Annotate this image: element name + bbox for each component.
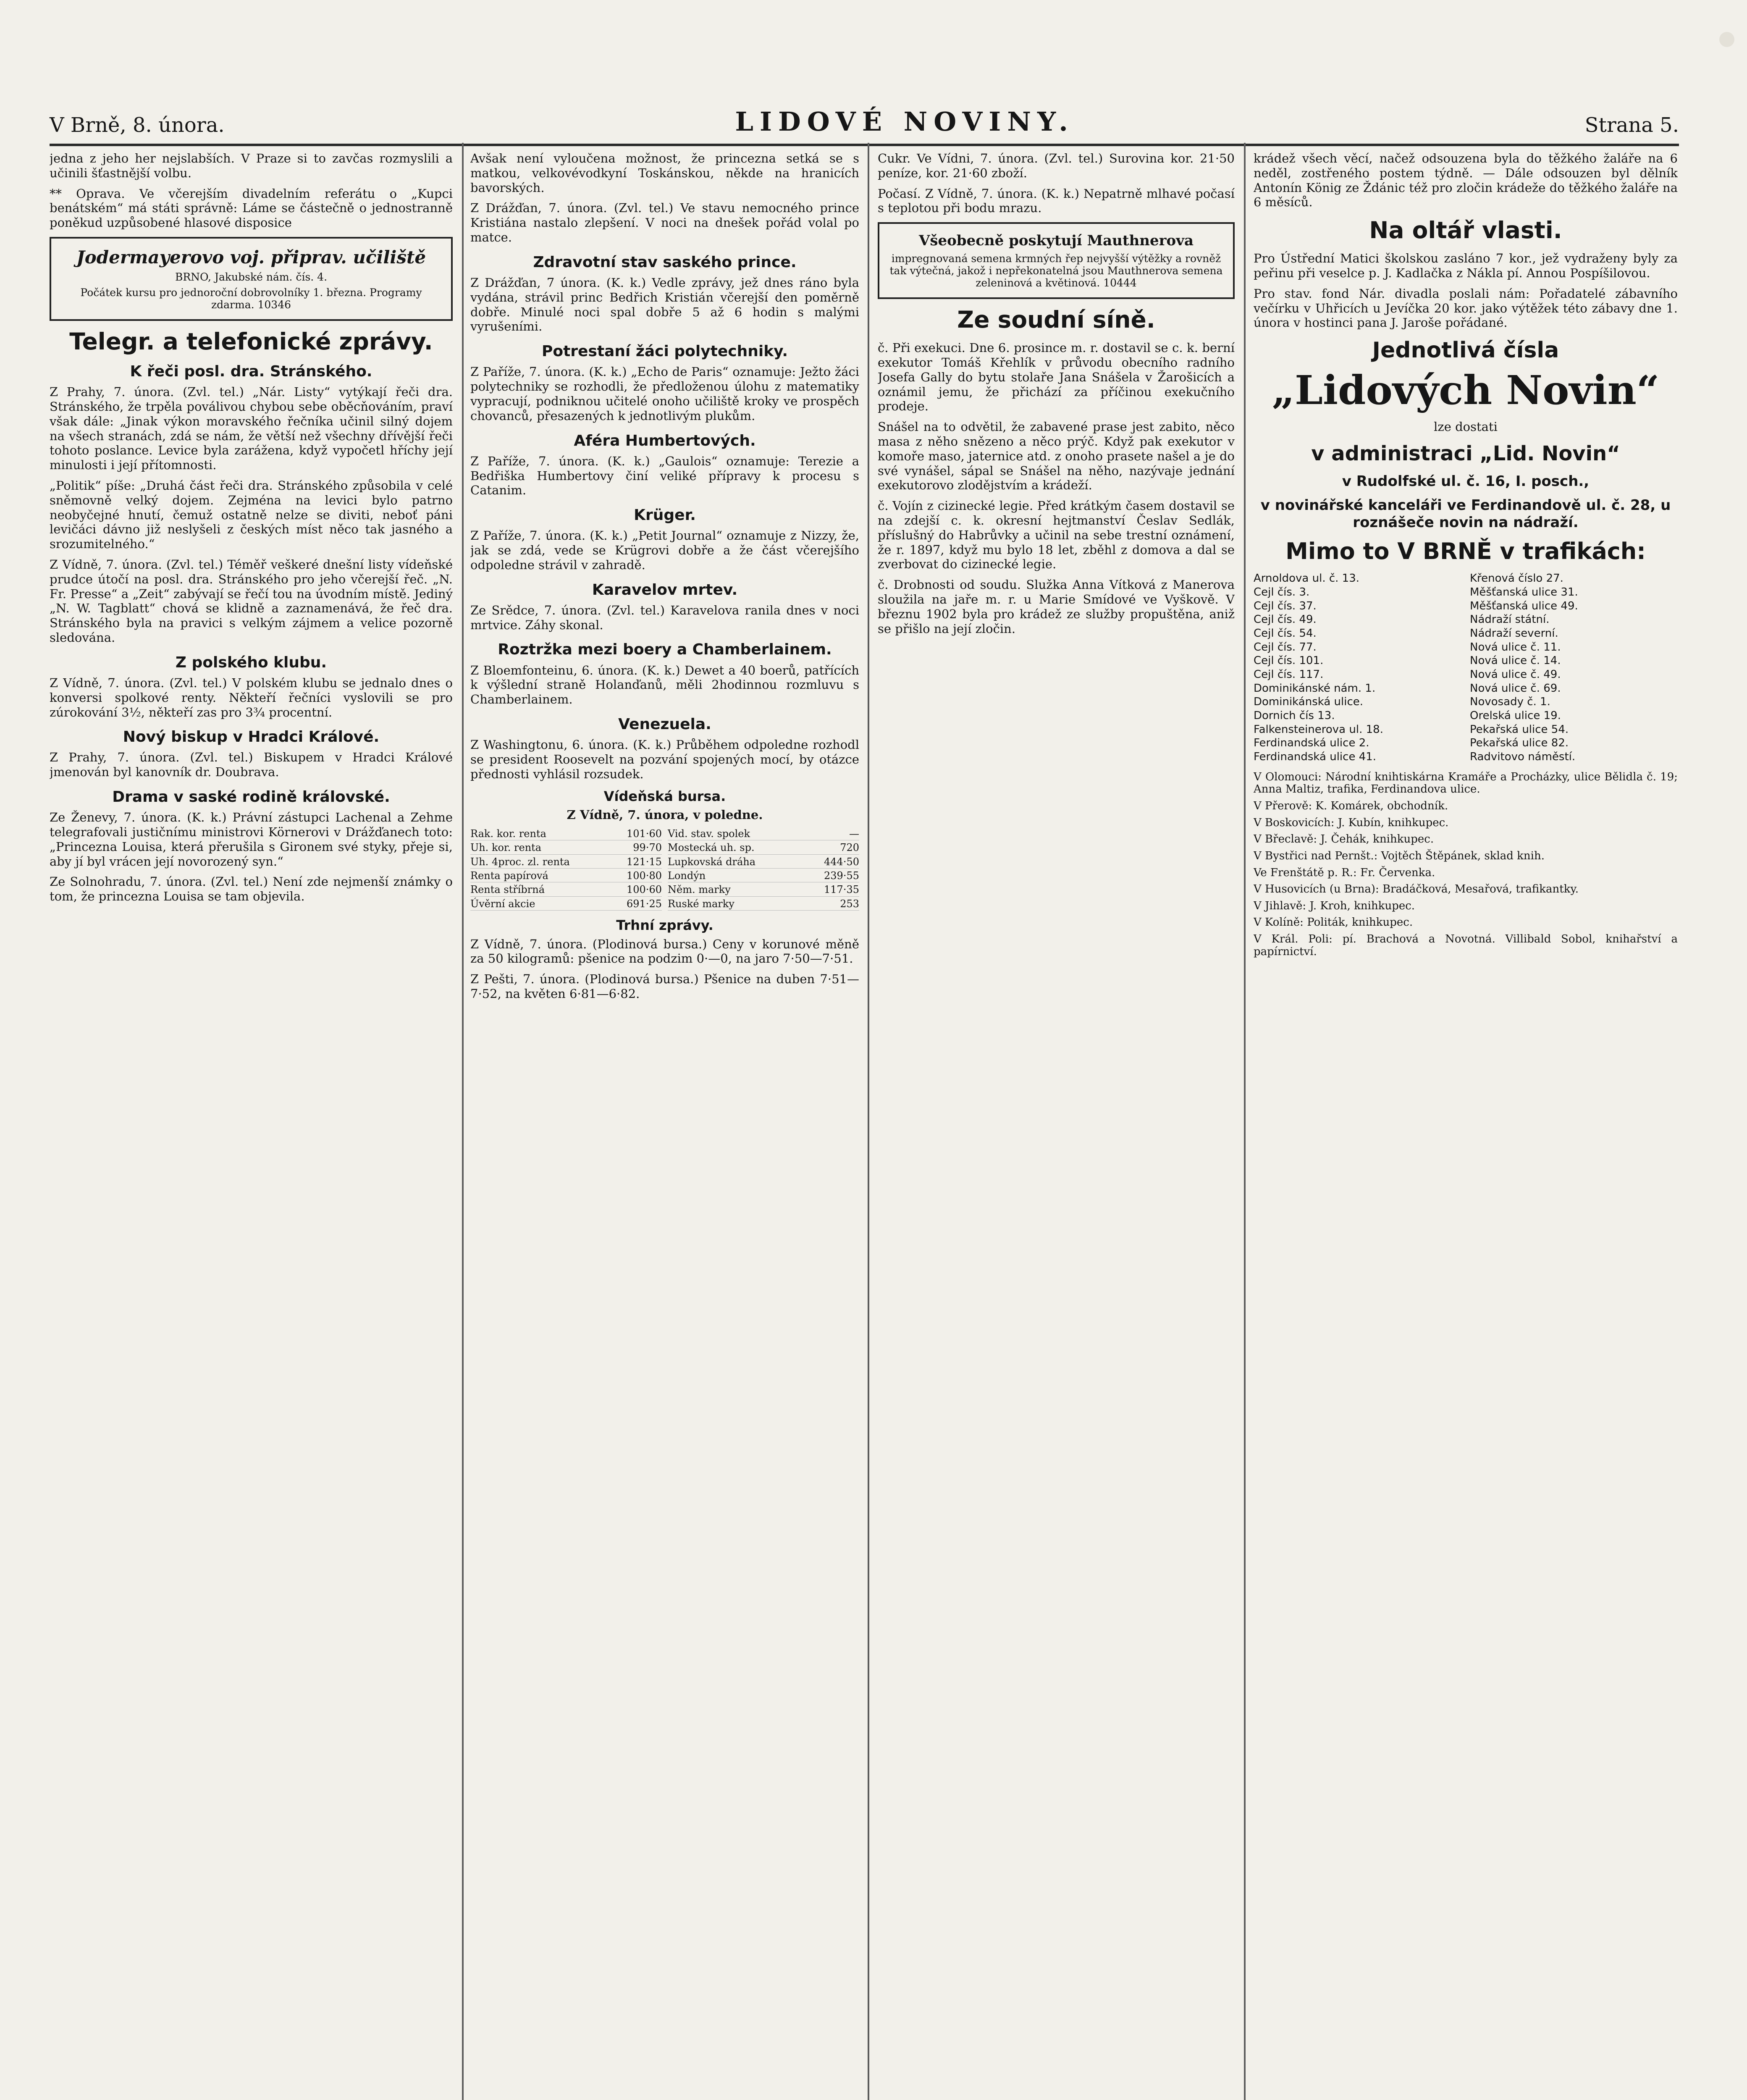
column-rule-2 [868,143,869,2100]
trade-paragraph-2: Z Pešti, 7. února. (Plodinová bursa.) Pšenice na duben 7·51—7·52, na květen 6·81—6·82. [470,972,859,1001]
market-title: Vídeňská bursa. [603,788,726,804]
sugar-paragraph: Cukr. Ve Vídni, 7. února. (Zvl. tel.) Surovina kor. 21·50 peníze, kor. 21·60 zboží. [878,151,1235,180]
column2-title-1: Zdravotní stav saského prince. [533,253,797,271]
market-row [668,898,859,911]
shop-item: Arnoldova ul. č. 13. [1254,572,1360,585]
market-value: 101·60 [627,827,662,840]
column2-paragraph-9: Z Washingtonu, 6. února. (K. k.) Průběhem odpoledne rozhodl se president Roosevelt na pozvání spojených mocí, by otázce přednosti vyhlásil rozsudek. [470,738,859,781]
market-name: Ruské marky [668,898,734,910]
sales-item: V Břeclavě: J. Čehák, knihkupec. [1254,833,1434,846]
market-row [668,842,859,854]
weather-paragraph: Počasí. Z Vídně, 7. února. (K. k.) Nepatrně mlhavé počasí s teplotou při bodu mrazu. [878,186,1235,215]
column2-paragraph-4: Z Paříže, 7. února. (K. k.) „Echo de Paris“ oznamuje: Ježto žáci polytechniky se rozhodli, že předloženou úlohu z matematiky vypracují, podniknou učitelé onoho učiliště kroky ve prospěch chovanců, přesazených k jednotlivým plukům. [470,365,859,423]
market-subtitle: Z Vídně, 7. února, v poledne. [567,808,763,822]
shop-item: Orelská ulice 19. [1470,709,1561,722]
shop-item: Měšťanská ulice 49. [1470,599,1578,612]
shop-item: Ferdinandská ulice 41. [1254,751,1377,764]
court-paragraph-2: Snášel na to odvětil, že zabavené prase jest zabito, něco masa z něho snězeno a něco prýč. Když pak exekutor v komoře maso, jaternice atd. z onoho prasete našel a je do své vynášel, sápal se Snášel na něho, nazývaje jednání exekutorovo zlodějstvím a krádeží. [878,420,1235,493]
section4-title: Drama v saské rodině královské. [112,788,390,806]
shop-item: Falkensteinerova ul. 18. [1254,723,1383,736]
column1-text-1: jedna z jeho her nejslabších. V Praze si to zavčas rozmyslili a učinili šťastnější volbu. [50,151,453,180]
header-date: V Brně, 8. února. [50,113,225,137]
shop-item: Nová ulice č. 69. [1470,682,1561,695]
seed-ad-text: impregnovaná semena krmných řep nejvyšší výtěžky a rovněž tak výtečná, jakož i nepřekonatelná jsou Mauthnerova semena zeleninová a květinová. 10444 [889,252,1223,289]
sales-item: V Jihlavě: J. Kroh, knihkupec. [1254,899,1415,912]
market-row [470,856,662,869]
market-row [668,884,859,896]
column1-text-2: ** Oprava. Ve včerejším divadelním referátu o „Kupci benátském“ má státi správně: Láme se částečně o jednostranně poněkud uzpůsobené hlasové disposice [50,186,453,230]
office-line: v Rudolfské ul. č. 16, I. posch., [1342,472,1590,490]
market-value: 253 [840,898,859,910]
sales-item: V Olomouci: Národní knihtiskárna Kramáře a Procházky, ulice Bělidla č. 19; Anna Maltiz, trafika, Ferdinandova ulice. [1254,770,1678,796]
trade-paragraph-1: Z Vídně, 7. února. (Plodinová bursa.) Ceny v korunové měně za 50 kilogramů: pšenice na podzim 0·—0, na jaro 7·50—7·51. [470,937,859,966]
section3-title: Nový biskup v Hradci Králové. [123,728,380,746]
market-value: 121·15 [627,856,662,868]
shop-item: Cejl čís. 3. [1254,586,1310,599]
shop-item: Dominikánská ulice. [1254,696,1364,709]
shop-item: Pekařská ulice 82. [1470,737,1569,750]
market-name: Uh. 4proc. zl. renta [470,856,570,868]
section1-paragraph-2: „Politik“ píše: „Druhá část řeči dra. Stránského způsobila v celé sněmovně velký dojem. Zejména na levici bylo patrno neobyčejné hnutí, čemuž ostatně nelze se diviti, neboť páni levičáci dávno již neslyšeli z českých míst něco tak jasného a srozumitelného.“ [50,478,453,551]
school-ad [50,237,453,321]
sales-item: V Husovicích (u Brna): Bradáčková, Mesařová, trafikantky. [1254,883,1579,896]
column4-paragraph-1: krádež všech věcí, načež odsouzena byla do těžkého žaláře na 6 neděl, zostřeného postem týdně. — Dále odsouzen byl dělník Antonín König ze Ždánic též pro zločin krádeže do těžkého žaláře na 6 měsíců. [1254,151,1678,210]
column2-title-4: Krüger. [634,507,696,524]
column2-paragraph-2: Z Drážďan, 7. února. (Zvl. tel.) Ve stavu nemocného prince Kristiána nastalo zlepšení. V noci na dnešek pořád volal po matce. [470,201,859,244]
masthead: LIDOVÉ NOVINY. [735,106,1074,137]
shop-item: Křenová číslo 27. [1470,572,1563,585]
market-value: — [849,827,859,840]
column-2 [470,151,859,2100]
sales-list [1254,771,1678,958]
sales-item: Ve Frenštátě p. R.: Fr. Červenka. [1254,866,1435,879]
column2-title-2: Potrestaní žáci polytechniky. [541,343,788,360]
column2-title-7: Venezuela. [618,716,711,733]
market-name: Mostecká uh. sp. [668,842,755,854]
shop-item: Nová ulice č. 11. [1470,640,1561,654]
section1-paragraph-3: Z Vídně, 7. února. (Zvl. tel.) Téměř veškeré dnešní listy vídeňské prudce útočí na posl. dra. Stránského pro jeho včerejší řeč. „N. Fr. Presse“ a „Zeit“ zabývají se řečí tou na úvodním místě. Jediný „N. W. Tagblatt“ chová se klidně a zaznamenává, že řeč dra. Stránského byla na pravici s velkým zájmem a velice pozorně sledována. [50,557,453,645]
newsroom-line: v novinářské kanceláři ve Ferdinandově ul. č. 28, u roznášeče novin na nádraží. [1260,496,1671,531]
column-1 [50,151,453,2100]
shop-item: Dornich čís 13. [1254,709,1335,722]
market-table [470,828,859,911]
shop-item: Cejl čís. 54. [1254,627,1317,640]
market-row [470,870,662,882]
seed-ad-title: Všeobecně poskytují Mauthnerova [918,232,1194,249]
sales-item: V Král. Poli: pí. Brachová a Novotná. Villibald Sobol, knihařství a papírnictví. [1254,933,1678,958]
column2-paragraph-8: Z Bloemfonteinu, 6. února. (K. k.) Dewet a 40 boerů, patřících k výšlední straně Holanďanů, měli 2hodinnou rozmluvu s Chamberlainem. [470,663,859,707]
shop-item: Cejl čís. 77. [1254,640,1317,654]
market-name: Vid. stav. spolek [668,827,750,840]
column2-title-5: Karavelov mrtev. [592,581,738,598]
market-name: Renta stříbrná [470,884,545,896]
market-value: 117·35 [824,884,859,896]
market-name: Renta papírová [470,869,548,882]
shop-item: Měšťanská ulice 31. [1470,586,1578,599]
altar-headline: Na oltář vlasti. [1369,217,1562,244]
school-ad-title: Jodermayerovo voj. připrav. učiliště [76,247,426,268]
shop-list [1254,572,1678,763]
altar-paragraph-2: Pro stav. fond Nár. divadla poslali nám: Pořadatelé zábavního večírku v Uhřicích u Jevíčka 20 kor. jako výtěžek této zábavy dne 1. února v hostinci pana J. Jaroše pořádané. [1254,286,1678,330]
page-header [50,97,1679,146]
market-value: 100·80 [627,869,662,882]
section2-title: Z polského klubu. [175,654,327,671]
column2-paragraph-1: Avšak není vyloučena možnost, že princezna setká se s matkou, velkovévodkyní Toskánskou, někde na hranicích bavorských. [470,151,859,195]
sales-item: V Bystřici nad Pernšt.: Vojtěch Štěpánek, sklad knih. [1254,849,1545,862]
shop-item: Radvitovo náměstí. [1470,751,1576,764]
newspaper-name-big: „Lidových Novin“ [1272,367,1660,414]
obtain-label: lze dostati [1434,420,1498,434]
shop-item: Nádraží státní. [1470,613,1550,626]
school-ad-address: BRNO, Jakubské nám. čís. 4. [175,270,328,283]
market-row [470,842,662,854]
shop-item: Cejl čís. 101. [1254,654,1324,667]
shop-item: Dominikánské nám. 1. [1254,682,1376,695]
column2-title-6: Roztržka mezi boery a Chamberlainem. [498,641,832,659]
trafika-headline: Mimo to V BRNĚ v trafikách: [1285,538,1646,565]
market-value: 99·70 [633,842,662,854]
market-value: 239·55 [824,869,859,882]
market-row [668,870,859,882]
market-value: 720 [840,842,859,854]
court-headline: Ze soudní síně. [957,306,1155,333]
column2-paragraph-6: Z Paříže, 7. února. (K. k.) „Petit Journal“ oznamuje z Nizzy, že, jak se zdá, vede se Krügrovi dobře a že část včerejšího odpoledne strávil v zahradě. [470,528,859,572]
school-ad-note: Počátek kursu pro jednoroční dobrovolníky 1. března. Programy zdarma. 10346 [80,286,422,311]
administration-line: v administraci „Lid. Novin“ [1311,441,1620,465]
market-value: 444·50 [824,856,859,868]
column1-headline: Telegr. a telefonické zprávy. [69,328,433,355]
market-row [668,856,859,869]
market-name: Londýn [668,869,706,882]
column2-paragraph-3: Z Drážďan, 7 února. (K. k.) Vedle zprávy, jež dnes ráno byla vydána, strávil princ Bedřich Kristián včerejší den poměrně dobře. Minulé noci spal dobře 5 až 6 hodin s malými vyrušeními. [470,275,859,334]
shop-item: Pekařská ulice 54. [1470,723,1569,736]
shop-item: Novosady č. 1. [1470,696,1550,709]
section1-paragraph-1: Z Prahy, 7. února. (Zvl. tel.) „Nár. Listy“ vytýkají řeči dra. Stránského, že trpěla poválivou chybou sebe oběcňováním, praví však dále: „Jinak výkon moravského řečníka učinil silný dojem na všech stranách, zdá se nám, že větší než všechny dřívější řeči tohoto poslance. Levice byla zarážena, když vypočetl hříchy její minulosti i její přítomnosti. [50,385,453,472]
market-row [668,828,859,840]
shop-item: Nová ulice č. 14. [1470,654,1561,667]
sales-item: V Kolíně: Politák, knihkupec. [1254,916,1413,929]
market-value: 691·25 [627,898,662,910]
trade-title: Trhní zprávy. [616,917,713,934]
market-value: 100·60 [627,884,662,896]
column2-paragraph-5: Z Paříže, 7. února. (K. k.) „Gaulois“ oznamuje: Terezie a Bedřiška Humbertovy činí veliké přípravy k procesu s Catanim. [470,454,859,498]
edge-stain [1719,32,1734,47]
column-4 [1254,151,1678,2100]
section1-title: K řeči posl. dra. Stránského. [130,362,372,380]
shop-item: Nová ulice č. 49. [1470,668,1561,681]
court-paragraph-3: č. Vojín z cizinecké legie. Před krátkým časem dostavil se na zdejší c. k. okresní hejtmanství Česlav Sedlák, příslušný do Habrůvky a učinil na sebe trestní oznámení, že r. 1897, když mu bylo 18 let, zběhl z domova a dal se zverbovat do cizinecké legie. [878,499,1235,572]
seed-ad [878,222,1235,299]
column2-paragraph-7: Ze Srědce, 7. února. (Zvl. tel.) Karavelova ranila dnes v noci mrtvice. Záhy skonal. [470,603,859,632]
market-row [470,898,662,911]
shop-item: Ferdinandská ulice 2. [1254,737,1369,750]
sales-item: V Přerově: K. Komárek, obchodník. [1254,800,1448,813]
shop-item: Cejl čís. 49. [1254,613,1317,626]
market-name: Úvěrní akcie [470,898,535,910]
market-name: Lupkovská dráha [668,856,756,868]
column-rule-3 [1244,143,1246,2100]
altar-paragraph-1: Pro Ústřední Matici školskou zasláno 7 kor., jež vydraženy byly za peřinu při veselce p. J. Kadlačka z Nákla pí. Annou Pospíšilovou. [1254,251,1678,280]
market-name: Uh. kor. renta [470,842,542,854]
section5-paragraph: Ze Solnohradu, 7. února. (Zvl. tel.) Není zde nejmenší známky o tom, že princezna Louisa se tam objevila. [50,874,453,904]
court-paragraph-1: č. Při exekuci. Dne 6. prosince m. r. dostavil se c. k. berní exekutor Tomáš Křehlík v průvodu obecního radního Josefa Gally do bytu stolaře Jana Snášela v Žarošicích a oznámil jemu, že přichází za příčinou exekučního prodeje. [878,341,1235,414]
shop-item: Cejl čís. 117. [1254,668,1324,681]
court-paragraph-4: č. Drobnosti od soudu. Služka Anna Vítková z Manerova sloužila na jaře m. r. u Marie Smídové ve Vyškově. V březnu 1902 byla pro krádež ze služby propuštěna, aniž se přišlo na její zločin. [878,578,1235,636]
section2-paragraph: Z Vídně, 7. února. (Zvl. tel.) V polském klubu se jednalo dnes o konversi spolkové renty. Někteří řečníci vyslovili se pro zúrokování 3½, někteří zas pro 3¾ procentní. [50,675,453,719]
market-name: Něm. marky [668,884,731,896]
single-copies-headline: Jednotlivá čísla [1372,338,1559,363]
page-number: Strana 5. [1584,113,1679,137]
column-3 [878,151,1235,2100]
column-rule-1 [462,143,464,2100]
section4-paragraph: Ze Ženevy, 7. února. (K. k.) Právní zástupci Lachenal a Zehme telegrafovali justičnímu ministrovi Körnerovi v Drážďanech toto: „Princezna Louisa, která přerušila s Gironem své styky, přeje si, aby jí byl vrácen její novorozený syn.“ [50,810,453,869]
market-row [470,828,662,840]
section3-paragraph: Z Prahy, 7. února. (Zvl. tel.) Biskupem v Hradci Králové jmenován byl kanovník dr. Doubrava. [50,750,453,780]
column2-title-3: Aféra Humbertových. [574,432,756,449]
shop-item: Nádraží severní. [1470,627,1558,640]
shop-item: Cejl čís. 37. [1254,599,1317,612]
sales-item: V Boskovicích: J. Kubín, knihkupec. [1254,816,1449,829]
market-row [470,884,662,896]
market-name: Rak. kor. renta [470,827,546,840]
